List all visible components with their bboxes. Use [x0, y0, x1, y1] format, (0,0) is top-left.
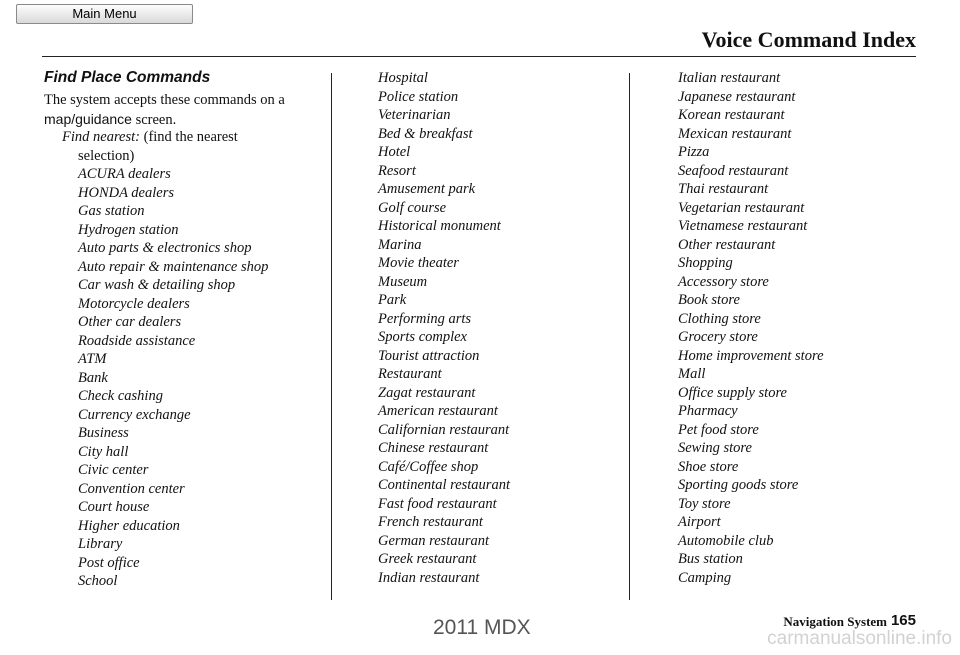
- command-item: Pharmacy: [678, 403, 738, 419]
- find-nearest-note-continued: selection): [78, 147, 135, 164]
- command-item: Civic center: [78, 462, 149, 478]
- model-name: 2011 MDX: [433, 616, 531, 639]
- command-item: Court house: [78, 499, 150, 515]
- command-item: Indian restaurant: [378, 569, 480, 586]
- command-item: Seafood restaurant: [678, 162, 789, 179]
- footer-label: Navigation System: [783, 614, 887, 629]
- command-item: Accessory store: [678, 273, 769, 290]
- find-nearest-note: (find the nearest: [140, 129, 238, 145]
- command-item: Mall: [678, 366, 706, 382]
- command-item: Museum: [378, 273, 428, 290]
- column-divider-1: [331, 73, 332, 600]
- intro-text-end: screen.: [131, 111, 177, 128]
- command-item: Historical monument: [378, 218, 501, 234]
- command-item: Sports complex: [378, 329, 467, 345]
- command-item: Sewing store: [678, 440, 752, 456]
- command-item: Motorcycle dealers: [78, 295, 190, 312]
- column-divider-2: [629, 73, 630, 600]
- command-item: Zagat restaurant: [378, 384, 476, 401]
- command-item: Sporting goods store: [678, 477, 799, 493]
- command-list-column-1: [78, 165, 268, 591]
- command-item: Bed & breakfast: [378, 125, 473, 142]
- command-item: Performing arts: [378, 310, 472, 327]
- command-item: City hall: [78, 443, 129, 460]
- command-item: Gas station: [78, 203, 145, 219]
- command-item: Hydrogen station: [78, 221, 179, 238]
- command-item: German restaurant: [378, 532, 490, 549]
- command-item: Office supply store: [678, 384, 787, 401]
- command-item: Thai restaurant: [678, 181, 769, 197]
- command-item: Clothing store: [678, 310, 761, 327]
- command-item: Check cashing: [78, 388, 163, 404]
- command-item: Veterinarian: [378, 107, 451, 123]
- command-list-column-3: [678, 69, 824, 587]
- command-item: Auto repair & maintenance shop: [78, 258, 269, 275]
- command-item: Library: [78, 536, 123, 552]
- command-item: Camping: [678, 569, 732, 586]
- command-item: Vietnamese restaurant: [678, 218, 808, 234]
- command-item: Car wash & detailing shop: [78, 277, 236, 293]
- command-item: Higher education: [78, 517, 180, 534]
- command-item: Resort: [378, 162, 416, 179]
- command-item: Post office: [78, 554, 140, 571]
- command-item: Korean restaurant: [678, 107, 785, 123]
- command-item: Pet food store: [678, 421, 759, 438]
- page-title: Voice Command Index: [701, 27, 916, 52]
- command-item: Convention center: [78, 480, 185, 497]
- command-item: Police station: [378, 88, 459, 105]
- command-item: Park: [378, 292, 407, 308]
- command-item: Golf course: [378, 199, 447, 216]
- command-item: Other restaurant: [678, 236, 776, 253]
- command-item: Japanese restaurant: [678, 88, 796, 105]
- page-number: 165: [890, 612, 916, 629]
- command-item: Café/Coffee shop: [378, 458, 479, 475]
- command-item: Californian restaurant: [378, 421, 510, 438]
- main-menu-button[interactable]: Main Menu: [16, 4, 193, 24]
- command-item: Auto parts & electronics shop: [78, 240, 252, 256]
- command-item: Tourist attraction: [378, 347, 480, 364]
- command-item: Amusement park: [378, 181, 476, 197]
- command-item: Grocery store: [678, 329, 758, 345]
- command-item: Mexican restaurant: [678, 125, 792, 142]
- section-heading: Find Place Commands: [44, 69, 211, 86]
- command-item: Hospital: [378, 70, 428, 86]
- command-item: Italian restaurant: [678, 70, 781, 86]
- command-item: School: [78, 573, 118, 589]
- command-item: Shoe store: [678, 458, 739, 475]
- header-divider: [42, 56, 916, 57]
- command-item: Home improvement store: [678, 347, 824, 364]
- command-item: Book store: [678, 292, 740, 308]
- command-item: Hotel: [378, 144, 411, 160]
- command-item: Currency exchange: [78, 406, 191, 423]
- command-item: Automobile club: [678, 532, 774, 549]
- command-item: American restaurant: [378, 403, 498, 419]
- command-item: Other car dealers: [78, 314, 182, 330]
- command-item: Vegetarian restaurant: [678, 199, 805, 216]
- command-item: Roadside assistance: [78, 332, 196, 349]
- command-item: Business: [78, 425, 129, 441]
- command-item: Airport: [678, 514, 721, 530]
- command-item: Shopping: [678, 255, 733, 271]
- intro-text-start: The system accepts these commands on a: [44, 92, 285, 108]
- command-item: Movie theater: [378, 255, 459, 271]
- command-item: Restaurant: [378, 366, 442, 382]
- watermark: carmanualsonline.info: [767, 628, 952, 649]
- command-item: Marina: [378, 236, 422, 253]
- command-item: Greek restaurant: [378, 551, 477, 567]
- command-item: Bus station: [678, 551, 743, 567]
- intro-paragraph: [44, 91, 329, 129]
- command-item: Continental restaurant: [378, 477, 510, 493]
- command-item: ATM: [78, 351, 107, 367]
- command-item: French restaurant: [378, 514, 483, 530]
- command-item: Bank: [78, 369, 108, 386]
- find-nearest-label: Find nearest:: [62, 129, 140, 145]
- command-item: HONDA dealers: [78, 184, 174, 201]
- command-item: ACURA dealers: [78, 166, 171, 182]
- map-guidance-link[interactable]: map/guidance: [44, 110, 132, 127]
- command-item: Chinese restaurant: [378, 440, 489, 456]
- find-nearest-line: [62, 128, 327, 147]
- command-list-column-2: [378, 69, 510, 587]
- command-item: Fast food restaurant: [378, 495, 497, 512]
- command-item: Pizza: [678, 144, 710, 160]
- command-item: Toy store: [678, 495, 731, 512]
